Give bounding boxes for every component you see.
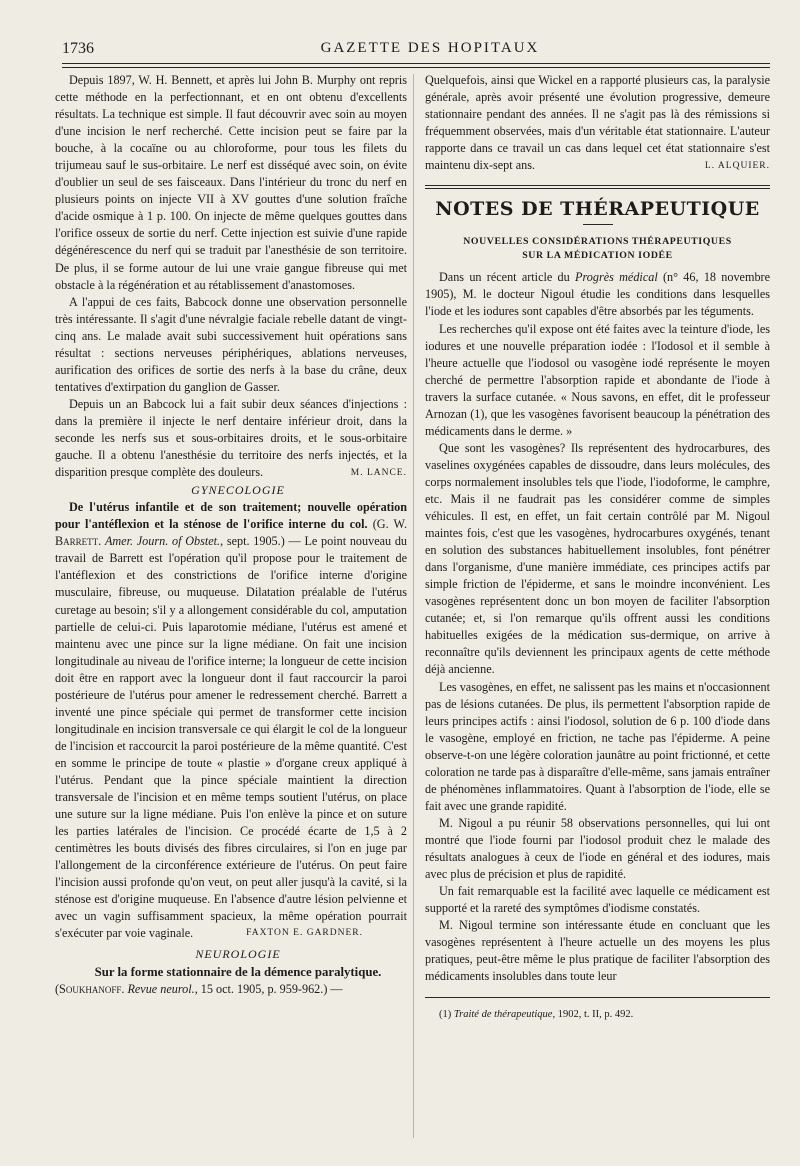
- article-body: — Le point nouveau du travail de Barrett est l'opération qu'il propose pour le traitement de l'antéflexion et des constrictions de l'orifice interne d'origine musculaire, fibreuse, ou muqueuse. Dilatation préalable de l'utérus curetage au besoin; s'il y a allongement considérable du col, amputation partielle de celui-ci. Puis laparotomie médiane, l'utérus est amené et maintenu avec une pince sur la ligne médiane. On fait une incision longitudinale au niveau de l'orifice interne; la longueur de cette incision doit être en rapport avec la longueur dont il faut raccourcir la paroi postérieure de l'utérus pour amener le redressement cherché. Barrett a inventé une pince spéciale qui permet de transformer cette incision longitudinale en incision transversale ce qui élargit le col de la longueur de l'incision et raccourcit la paroi postérieure de la même quantité. C'est en somme le principe de toute « plastie » d'organe creux appliqué à l'utérus. Pendant que la pince spéciale maintient la direction transversale de l'incision et en même temps soutient l'utérus, on place une suture sur la ligne médiane. Puis l'on enlève la pince et on suture les parties latérales de l'incision. Ce procédé écarte de 1,5 à 2 centimètres les bouts divisés des fibres circulaires, si l'on en juge par l'allongement de la circonférence extérieure de l'utérus. On peut faire l'incision aussi profonde qu'on veut, on peut aller jusqu'à la cavité, si la sténose est d'origine muqueuse. En l'absence d'autre lésion pelvienne et avec un vagin suffisamment spacieux, la même opération pourrait s'exécuter par voie vaginale.: [55, 534, 408, 941]
- signature: L. ALQUIER.: [704, 161, 770, 172]
- reference-author: Barrett.: [55, 534, 102, 549]
- right-column: [425, 72, 770, 1023]
- signature: FAXTON E. GARDNER.: [246, 928, 363, 939]
- reference-author: (Soukhanoff.: [55, 981, 125, 996]
- article-title: Sur la forme stationnaire de la démence paralytique.: [94, 964, 382, 979]
- left-column: [55, 72, 407, 998]
- reference-date: , sept. 1905.): [220, 534, 285, 549]
- section-title: NOTES DE THÉRAPEUTIQUE: [435, 198, 760, 221]
- section-rule: [425, 185, 770, 189]
- subtitle-line: NOUVELLES CONSIDÉRATIONS THÉRAPEUTIQUES: [463, 236, 732, 248]
- footnote-mark: (1): [439, 1009, 452, 1021]
- paragraph: A l'appui de ces faits, Babcock donne une observation personnelle très intéressante. Il s'agit d'une névralgie faciale rebelle datant de vingt-cinq ans. Le malade avait subi successivement huit opérations sans résultat : sections nerveuses périphériques, ablations nerveuses, aurification des orifices de sortie des nerfs à la base du crâne, deux tentatives d'extirpation du ganglion de Gasser.: [55, 294, 407, 394]
- paragraph: M. Nigoul termine son intéressante étude en concluant que les vasogènes représentent à l'heure actuelle un des moyens les plus pratiques, peut-être même le plus pratique de faciliter l'absorption des médicaments insolubles dans toute leur: [425, 918, 770, 984]
- paragraph: Depuis un an Babcock lui a fait subir deux séances d'injections : dans la première il injecte le nerf dentaire inférieur droit, dans la seconde les nerfs sus et sous-orbitaires droits, et le sous-orbitaire gauche. Il a obtenu l'anesthésie du territoire des nerfs injectés, et la disparition presque complète des douleurs.: [55, 396, 407, 480]
- section-heading-gynecologie: GYNECOLOGIE: [191, 483, 285, 498]
- signature: M. LANCE.: [350, 468, 407, 479]
- text: (n° 46, 18 novembre 1905), M. le docteur Nigoul étudie les conditions dans lesquelles l'iode et les iodures sont capables d'être absorbés par les téguments.: [425, 270, 771, 319]
- section-heading-neurologie: NEUROLOGIE: [195, 947, 281, 962]
- paragraph: Que sont les vasogènes? Ils représentent des hydrocarbures, des vaselines oxygénées capables de dissoudre, dans leurs molécules, des corps normalement insolubles tels que l'iode, l'iodoforme, le camphre, etc. Mais il ne faudrait pas les considérer comme de simples véhicules. Il est, en effet, un fait certain contrôlé par M. Nigoul maintes fois, c'est que les vasogènes, hydrocarbures oxygénés, tenant en solution des substances habituellement insolubles, font pénétrer dans l'organisme, d'une manière immédiate, ces principes actifs par simple friction de l'épiderme, et sans le moindre inconvénient. Les vasogènes représentent donc un bon moyen de faciliter l'absorption cutanée; et, si l'on remarque qu'ils offrent aussi les conditions habituelles exigées de la médication sus-dermique, on arrive à reconnaître qu'ils deviennent les principaux agents de cette méthode déjà ancienne.: [425, 440, 770, 677]
- paragraph: Depuis 1897, W. H. Bennett, et après lui John B. Murphy ont repris cette méthode en la perfectionnant, et en ont obtenu d'excellents résultats. La technique est simple. Il faut découvrir avec soin au moyen d'une incision le nerf recherché. Cette incision peut se faire par la bouche, à la cocaïne ou au chloroforme, pour tous les filets du trijumeau sauf le sus-orbitaire. Le nerf est disséqué avec soin, on évite d'oublier un seul de ses faisceaux. Dans l'intérieur du tronc du nerf en plusieurs points on injecte VII à XV gouttes d'une solution fraîche d'acide osmique à 1 p. 100. On injecte de même quelques gouttes dans l'orifice osseux de sortie du nerf. Cette injection est suivie d'une rapide dégénérescence du nerf qui se traduit par l'anesthésie de son territoire. De plus, il se forme autour de lui une vraie gangue fibreuse qui met obstacle à la régénération et au rétablissement d'anastomoses.: [55, 73, 407, 292]
- footnote: [425, 1006, 770, 1023]
- column-divider: [413, 74, 414, 1138]
- footnote-rule: [425, 997, 770, 998]
- subtitle-line: SUR LA MÉDICATION IODÉE: [522, 250, 673, 262]
- header-rule: [62, 63, 770, 64]
- article-gynecologie: [55, 499, 407, 942]
- running-head: GAZETTE DES HOPITAUX: [320, 40, 540, 56]
- paragraph: Les vasogènes, en effet, ne salissent pas les mains et n'occasionnent pas de lésions cutanées. De plus, ils permettent l'absorption rapide de leurs principes actifs : ainsi l'iodosol, solution de 6 p. 100 d'iode dans le vasogène, employé en friction, ne tache pas l'épiderme. A peine observe-t-on une légère coloration jaunâtre au point frictionné, et cette coloration ne tarde pas à disparaître d'elle-même, sans jamais entraîner de phénomènes inflammatoires. Quant à l'absorption de l'iode, elle se fait avec une grande rapidité.: [425, 679, 770, 813]
- title-rule: [583, 224, 613, 225]
- footnote-rest: , 1902, t. II, p. 492.: [552, 1009, 634, 1021]
- paragraph: [425, 269, 770, 320]
- article-title: De l'utérus infantile et de son traitement; nouvelle opération pour l'antéflexion et la sténose de l'orifice interne du col.: [55, 500, 407, 532]
- article-subtitle: [425, 235, 770, 263]
- journal-name: Progrès médical: [575, 270, 658, 285]
- reference-journal: Revue neurol.: [127, 981, 195, 996]
- reference-prefix: (G. W.: [372, 517, 407, 532]
- paragraph: Les recherches qu'il expose ont été faites avec la teinture d'iode, les iodures et une nouvelle préparation iodée : l'Iodosol et il semble à l'heure actuelle que l'iodosol ou vasogène iodé représente le moyen cherché de permettre l'absorption rapide et abondante de l'iode à travers la surface cutanée. « Nous savons, en effet, dit le professeur Arnozan (1), que les vasogènes favorisent beaucoup la pénétration des médicaments dans le derme. »: [425, 321, 770, 438]
- reference-journal: Amer. Journ. of Obstet.: [104, 534, 221, 549]
- text: Dans un récent article du: [439, 270, 570, 285]
- paragraph: Quelquefois, ainsi que Wickel en a rapporté plusieurs cas, la paralysie générale, après avoir présenté une évolution progressive, demeure stationnaire pendant des années. Il ne s'agit pas là des rémissions si fréquemment observées, mais d'un véritable état stationnaire. L'auteur rapporte dans ce travail un cas dans lequel cet état stationnaire s'est maintenu dix-sept ans.: [425, 73, 770, 173]
- reference-rest: , 15 oct. 1905, p. 959-962.) —: [194, 981, 343, 996]
- footnote-title: Traité de thérapeutique: [453, 1009, 553, 1021]
- paragraph: M. Nigoul a pu réunir 58 observations personnelles, qui lui ont montré que l'iode fourni par l'iodosol produit chez le malade des résultats analogues à ceux de l'iode en général et des iodures, mais avec plus de précision et plus de rapidité.: [425, 815, 770, 882]
- paragraph: Un fait remarquable est la facilité avec laquelle ce médicament est supporté et la rareté des symptômes d'iodisme constatés.: [425, 884, 770, 916]
- article-reference: [55, 981, 407, 998]
- header-rule-thin: [62, 67, 770, 68]
- page-number: 1736: [62, 40, 94, 57]
